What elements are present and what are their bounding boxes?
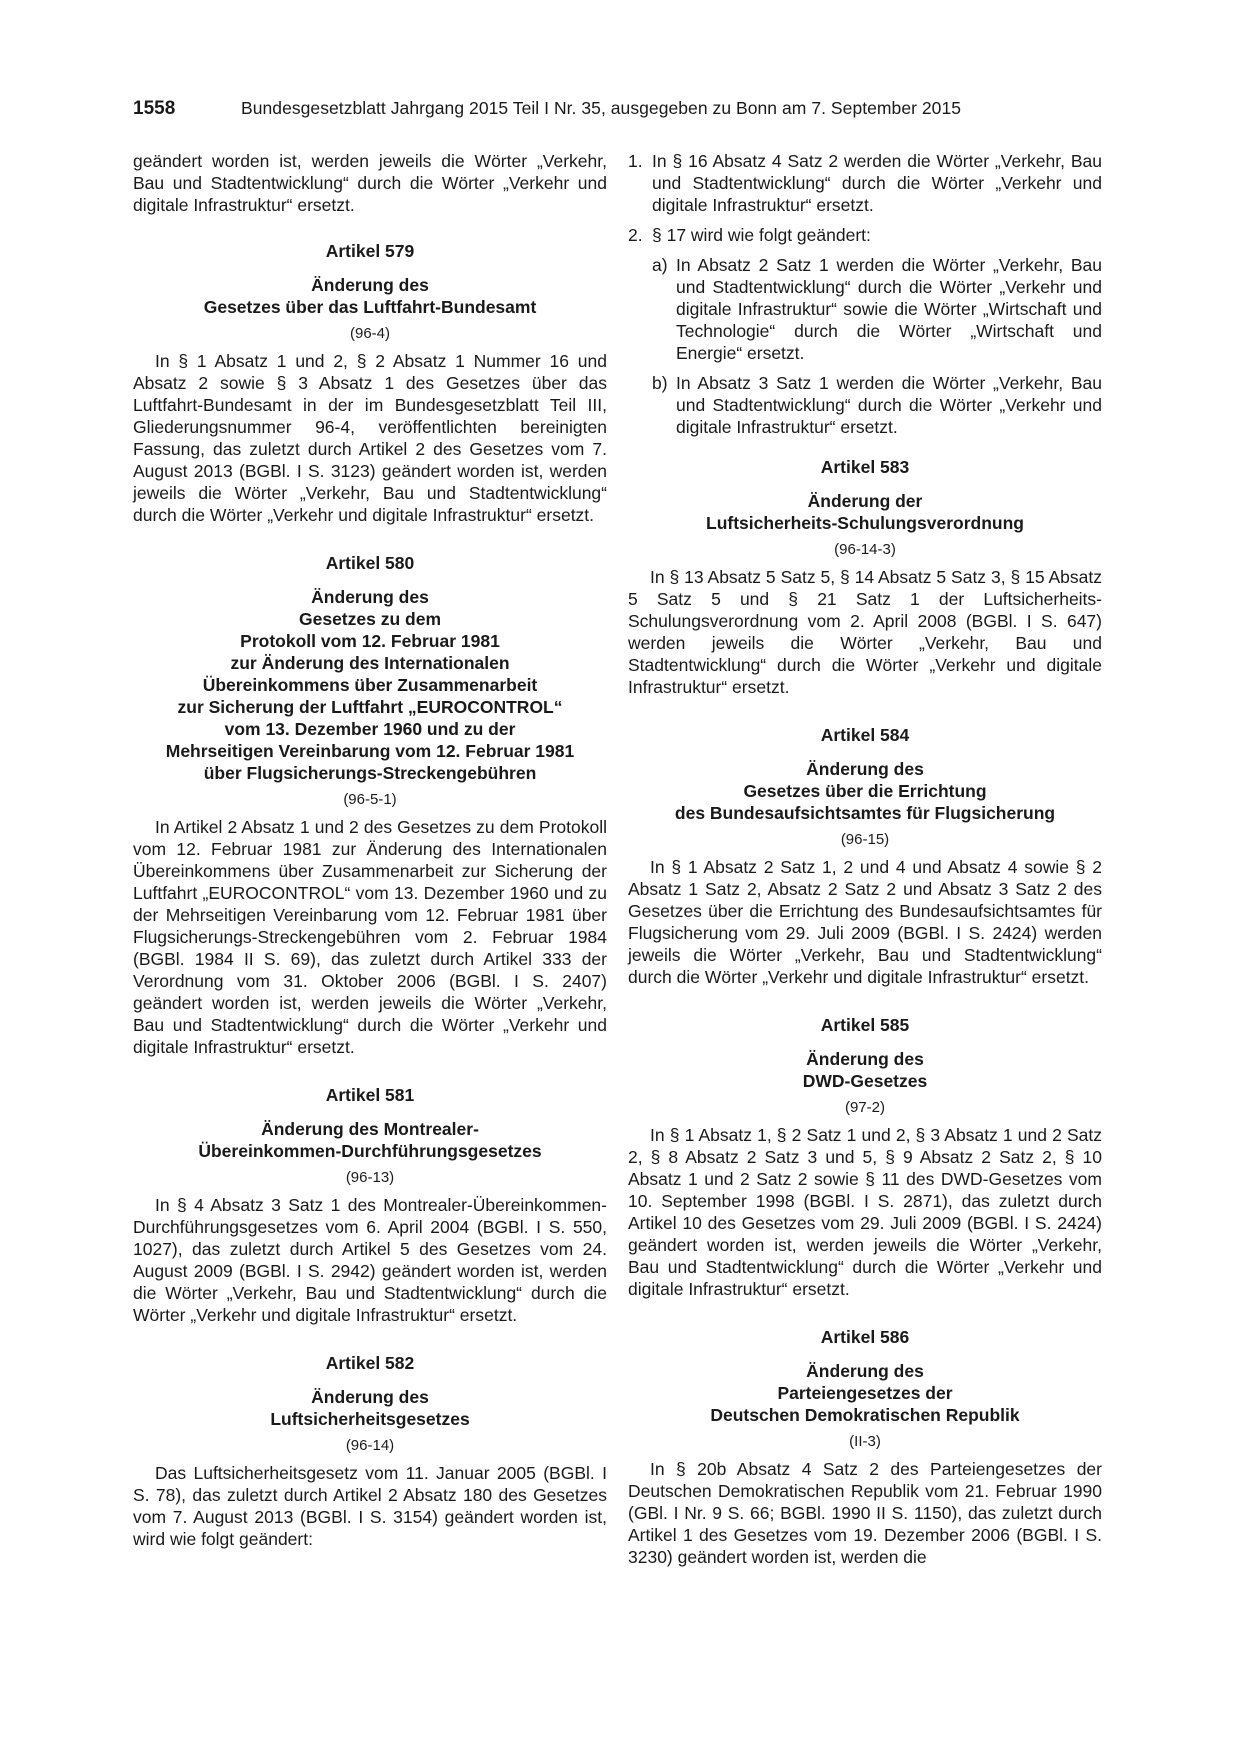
title-line: Änderung des Montrealer- bbox=[261, 1119, 479, 1139]
article-582-heading: Artikel 582 bbox=[325, 1353, 415, 1373]
running-head: Bundesgesetzblatt Jahrgang 2015 Teil I Nr. 35, ausgegeben zu Bonn am 7. September 2015 bbox=[241, 98, 962, 118]
list-item-text: § 17 wird wie folgt geändert: bbox=[652, 225, 871, 245]
title-line: Änderung des bbox=[311, 275, 429, 295]
article-579-title bbox=[133, 274, 607, 318]
article-581-heading: Artikel 581 bbox=[325, 1085, 415, 1105]
title-line: Übereinkommen-Durchführungsgesetzes bbox=[198, 1141, 542, 1161]
title-line: vom 13. Dezember 1960 und zu der bbox=[224, 719, 516, 739]
title-line: Änderung der bbox=[807, 491, 923, 511]
article-583-text: In § 13 Absatz 5 Satz 5, § 14 Absatz 5 Satz 3, § 15 Absatz 5 Satz 5 und § 21 Satz 1 der Luftsicherheits-Schulungsverordnung vom 2. April 2008 (BGBl. I S. 647) werden jeweils die Wörter „Verkehr, Bau und Stadtentwicklung“ durch die Wörter „Verkehr und digitale Infrastruktur“ ersetzt. bbox=[628, 567, 1102, 697]
article-583-code: (96-14-3) bbox=[834, 541, 896, 558]
article-584-code: (96-15) bbox=[840, 831, 890, 848]
article-586-code: (II-3) bbox=[849, 1433, 881, 1450]
title-line: Mehrseitigen Vereinbarung vom 12. Februar 1981 bbox=[165, 741, 575, 761]
article-585-heading: Artikel 585 bbox=[820, 1015, 910, 1035]
title-line: Protokoll vom 12. Februar 1981 bbox=[240, 631, 500, 651]
title-line: Änderung des bbox=[806, 1361, 924, 1381]
list-subitem-letter: b) bbox=[652, 373, 668, 393]
article-580-code: (96-5-1) bbox=[343, 791, 397, 808]
continuation-paragraph: geändert worden ist, werden jeweils die Wörter „Verkehr, Bau und Stadtentwicklung“ durch die Wörter „Verkehr und digitale Infrastruktur“ ersetzt. bbox=[133, 151, 607, 215]
article-585-title bbox=[628, 1048, 1102, 1092]
list-item-2 bbox=[628, 224, 1102, 246]
title-line: über Flugsicherungs-Streckengebühren bbox=[203, 763, 537, 783]
article-582-code: (96-14) bbox=[345, 1437, 395, 1454]
title-line: Änderung des bbox=[311, 587, 429, 607]
article-580-heading: Artikel 580 bbox=[325, 553, 415, 573]
article-585-text: In § 1 Absatz 1, § 2 Satz 1 und 2, § 3 Absatz 1 und 2 Satz 2, § 8 Absatz 2 Satz 3 und 5, § 9 Absatz 2 Satz 2, § 10 Absatz 1 und 2 Satz 2 sowie § 11 des DWD-Gesetzes vom 10. September 1998 (BGBl. I S. 2871), das zuletzt durch Artikel 10 des Gesetzes vom 29. Juli 2009 (BGBl. I S. 2424) geändert worden ist, werden jeweils die Wörter „Verkehr, Bau und Stadtentwicklung“ durch die Wörter „Verkehr und digitale Infrastruktur“ ersetzt. bbox=[628, 1125, 1102, 1299]
list-subitem-letter: a) bbox=[652, 255, 668, 275]
list-subitem-text: In Absatz 3 Satz 1 werden die Wörter „Verkehr, Bau und Stadtentwicklung“ durch die Wörter „Verkehr und digitale Infrastruktur“ ersetzt. bbox=[676, 373, 1102, 437]
title-line: Gesetzes über die Errichtung bbox=[743, 781, 987, 801]
article-581-text: In § 4 Absatz 3 Satz 1 des Montrealer-Übereinkommen-Durchführungsgesetzes vom 6. April 2004 (BGBl. I S. 550, 1027), das zuletzt durch Artikel 5 des Gesetzes vom 24. August 2009 (BGBl. I S. 2942) geändert worden ist, werden die Wörter „Verkehr, Bau und Stadtentwicklung“ durch die Wörter „Verkehr und digitale Infrastruktur“ ersetzt. bbox=[133, 1195, 607, 1325]
article-586-title bbox=[628, 1360, 1102, 1426]
list-item-number: 1. bbox=[628, 151, 643, 171]
title-line: Deutschen Demokratischen Republik bbox=[710, 1405, 1020, 1425]
article-584-heading: Artikel 584 bbox=[820, 725, 910, 745]
article-584-title bbox=[628, 758, 1102, 824]
article-582-text: Das Luftsicherheitsgesetz vom 11. Januar 2005 (BGBl. I S. 78), das zuletzt durch Artikel 2 Absatz 180 des Gesetzes vom 7. August 2013 (BGBl. I S. 3154) geändert worden ist, wird wie folgt geändert: bbox=[133, 1463, 607, 1549]
article-582-title bbox=[133, 1386, 607, 1430]
article-581-title bbox=[133, 1118, 607, 1162]
list-item-number: 2. bbox=[628, 225, 643, 245]
title-line: Gesetzes über das Luftfahrt-Bundesamt bbox=[203, 297, 537, 317]
title-line: Übereinkommens über Zusammenarbeit bbox=[202, 675, 538, 695]
page-header bbox=[133, 98, 1109, 128]
list-subitem-text: In Absatz 2 Satz 1 werden die Wörter „Verkehr, Bau und Stadtentwicklung“ durch die Wörter „Verkehr und digitale Infrastruktur“ sowie die Wörter „Wirtschaft und Technologie“ durch die Wörter „Wirtschaft und Energie“ ersetzt. bbox=[676, 255, 1102, 363]
list-subitem-a bbox=[652, 254, 1102, 364]
title-line: Gesetzes zu dem bbox=[299, 609, 441, 629]
title-line: zur Sicherung der Luftfahrt „EUROCONTROL“ bbox=[177, 697, 563, 717]
article-580-text: In Artikel 2 Absatz 1 und 2 des Gesetzes zu dem Protokoll vom 12. Februar 1981 zur Änderung des Internationalen Übereinkommens über Zusammenarbeit zur Sicherung der Luftfahrt „EUROCONTROL“ vom 13. Dezember 1960 und zu der Mehrseitigen Vereinbarung vom 12. Februar 1981 über Flugsicherungs-Streckengebühren vom 2. Februar 1984 (BGBl. 1984 II S. 69), das zuletzt durch Artikel 333 der Verordnung vom 31. Oktober 2006 (BGBl. I S. 2407) geändert worden ist, werden jeweils die Wörter „Verkehr, Bau und Stadtentwicklung“ durch die Wörter „Verkehr und digitale Infrastruktur“ ersetzt. bbox=[133, 817, 607, 1057]
left-column bbox=[133, 150, 607, 1550]
page-number: 1558 bbox=[133, 98, 176, 119]
article-583-title bbox=[628, 490, 1102, 534]
right-column bbox=[628, 150, 1102, 1568]
article-581-code: (96-13) bbox=[345, 1169, 395, 1186]
title-line: Luftsicherheits-Schulungsverordnung bbox=[706, 513, 1024, 533]
title-line: Parteiengesetzes der bbox=[777, 1383, 953, 1403]
article-579-heading: Artikel 579 bbox=[325, 241, 415, 261]
list-subitem-b bbox=[652, 372, 1102, 438]
title-line: DWD-Gesetzes bbox=[802, 1071, 928, 1091]
list-item-1 bbox=[628, 150, 1102, 216]
article-579-text: In § 1 Absatz 1 und 2, § 2 Absatz 1 Nummer 16 und Absatz 2 sowie § 3 Absatz 1 des Gesetzes über das Luftfahrt-Bundesamt in der im Bundesgesetzblatt Teil III, Gliederungsnummer 96-4, veröffentlichten bereinigten Fassung, das zuletzt durch Artikel 2 des Gesetzes vom 7. August 2013 (BGBl. I S. 3123) geändert worden ist, werden jeweils die Wörter „Verkehr, Bau und Stadtentwicklung“ durch die Wörter „Verkehr und digitale Infrastruktur“ ersetzt. bbox=[133, 351, 607, 525]
article-586-heading: Artikel 586 bbox=[820, 1327, 910, 1347]
article-584-text: In § 1 Absatz 2 Satz 1, 2 und 4 und Absatz 4 sowie § 2 Absatz 1 Satz 2, Absatz 2 Satz 2 und Absatz 3 Satz 2 des Gesetzes über die Errichtung des Bundesaufsichtsamtes für Flugsicherung vom 29. Juli 2009 (BGBl. I S. 2424) werden jeweils die Wörter „Verkehr, Bau und Stadtentwicklung“ durch die Wörter „Verkehr und digitale Infrastruktur“ ersetzt. bbox=[628, 857, 1102, 987]
list-item-text: In § 16 Absatz 4 Satz 2 werden die Wörter „Verkehr, Bau und Stadtentwicklung“ durch die Wörter „Verkehr und digitale Infrastruktur“ ersetzt. bbox=[652, 151, 1102, 215]
article-579-code: (96-4) bbox=[349, 325, 390, 342]
article-580-title bbox=[133, 586, 607, 784]
title-line: Änderung des bbox=[806, 759, 924, 779]
title-line: Luftsicherheitsgesetzes bbox=[270, 1409, 470, 1429]
title-line: zur Änderung des Internationalen bbox=[230, 653, 510, 673]
article-586-text: In § 20b Absatz 4 Satz 2 des Parteiengesetzes der Deutschen Demokratischen Republik vom 21. Februar 1990 (GBl. I Nr. 9 S. 66; BGBl. 1990 II S. 1150), das zuletzt durch Artikel 1 des Gesetzes vom 19. Dezember 2006 (BGBl. I S. 3230) geändert worden ist, werden die bbox=[628, 1459, 1102, 1567]
title-line: Änderung des bbox=[311, 1387, 429, 1407]
article-585-code: (97-2) bbox=[844, 1099, 885, 1116]
title-line: des Bundesaufsichtsamtes für Flugsicherung bbox=[674, 803, 1056, 823]
article-583-heading: Artikel 583 bbox=[820, 457, 910, 477]
title-line: Änderung des bbox=[806, 1049, 924, 1069]
